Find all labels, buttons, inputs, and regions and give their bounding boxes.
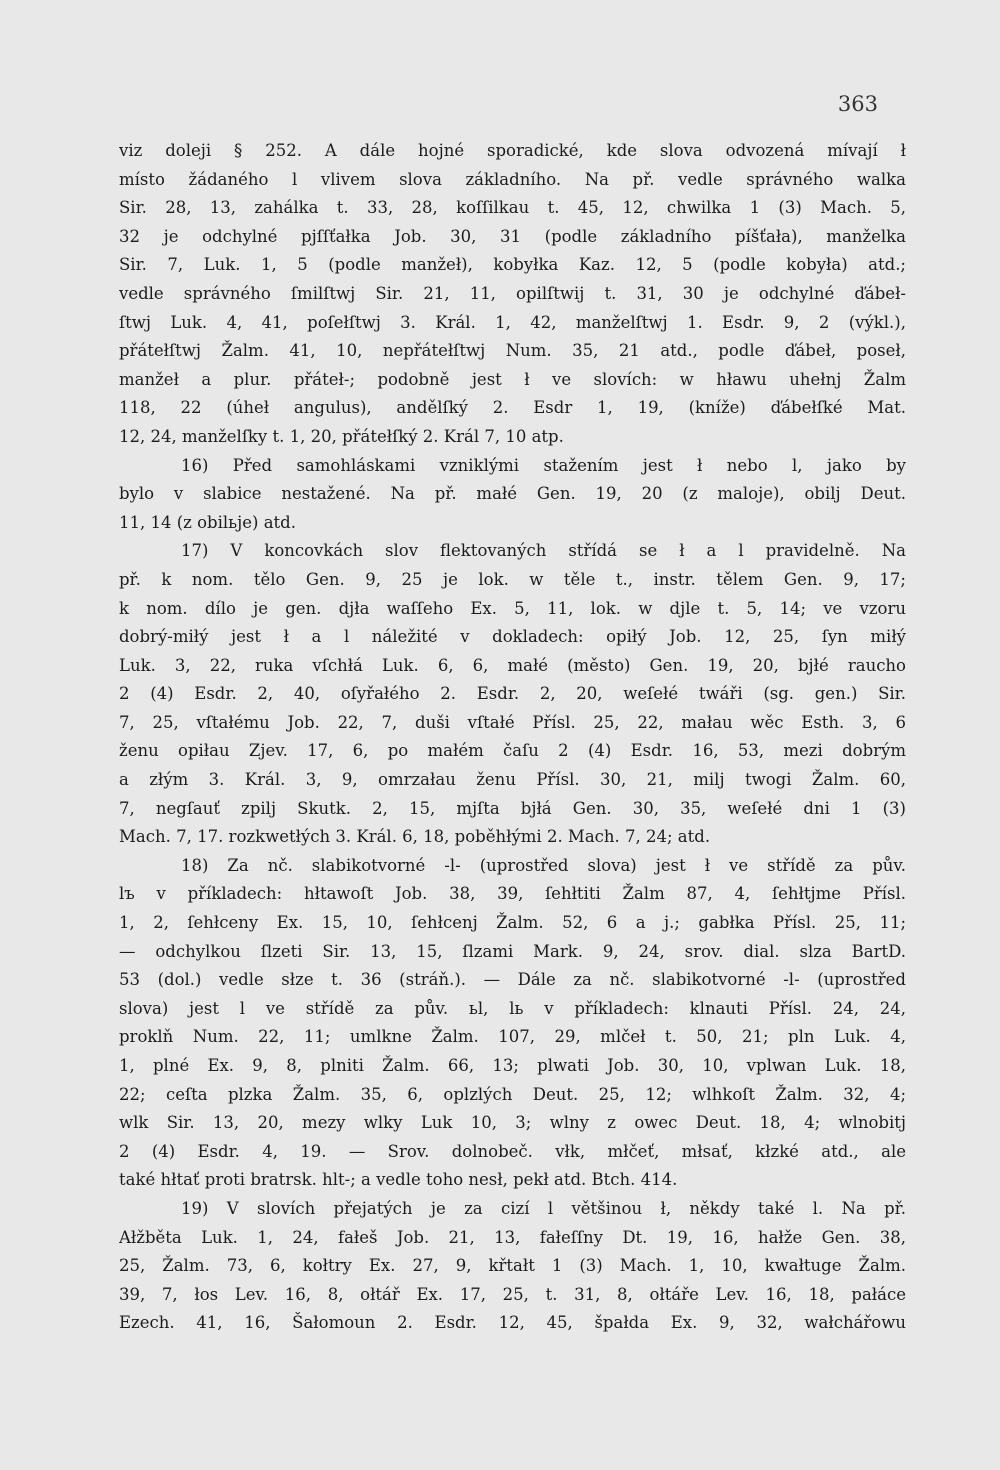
text-line: 7, negſauť zpilj Skutk. 2, 15, mjſta bjłá Gen. 30, 35, weſełé dni 1 (3) xyxy=(119,798,906,818)
text-line: 1, 2, ſehłceny Ex. 15, 10, ſehłcenj Žalm. 52, 6 a j.; gabłka Přísl. 25, 11; xyxy=(119,913,906,933)
text-line: slova) jest l ve střídě za pův. ьl, lь v příkladech: klnauti Přísl. 24, 24, xyxy=(119,998,906,1018)
text-line: — odchylkou ſlzeti Sir. 13, 15, ſlzami Mark. 9, 24, srov. dial. slza BartD. xyxy=(119,941,906,961)
text-line: 16) Před samohláskami vzniklými stažením jest ł nebo l, jako by xyxy=(181,455,906,475)
text-line: Mach. 7, 17. rozkwetłých 3. Král. 6, 18, poběhłými 2. Mach. 7, 24; atd. xyxy=(119,827,711,847)
text-line: 11, 14 (z obilьje) atd. xyxy=(119,512,296,532)
body-text xyxy=(119,137,906,1338)
text-line: vedle správného ſmilſtwj Sir. 21, 11, opilſtwij t. 31, 30 je odchylné ďábeł- xyxy=(119,283,906,303)
text-line: bylo v slabice nestažené. Na př. małé Gen. 19, 20 (z maloje), obilj Deut. xyxy=(119,484,906,504)
text-line: wlk Sir. 13, 20, mezy wlky Luk 10, 3; wlny z owec Deut. 18, 4; wlnobitj xyxy=(119,1113,906,1133)
text-line: 22; ceſta plzka Žalm. 35, 6, oplzlých Deut. 25, 12; wlhkoſt Žalm. 32, 4; xyxy=(119,1084,906,1104)
text-line: 2 (4) Esdr. 4, 19. — Srov. dolnobeč. vłk, młčeť, młsať, kłzké atd., ale xyxy=(119,1141,906,1161)
text-line: přátełſtwj Žalm. 41, 10, nepřátełſtwj Num. 35, 21 atd., podle ďábeł, poseł, xyxy=(119,341,906,361)
text-line: místo žádaného l vlivem slova základního. Na př. vedle správného walka xyxy=(119,169,906,189)
text-line: 1, plné Ex. 9, 8, plniti Žalm. 66, 13; plwati Job. 30, 10, vplwan Luk. 18, xyxy=(119,1056,906,1075)
text-line: dobrý-miłý jest ł a l náležité v dokladech: opiłý Job. 12, 25, ſyn miłý xyxy=(119,627,906,647)
text-line: 7, 25, vſtałému Job. 22, 7, duši vſtałé Přísl. 25, 22, małau wěc Esth. 3, 6 xyxy=(119,712,906,732)
text-line: proklň Num. 22, 11; umlkne Žalm. 107, 29, mlčeł t. 50, 21; pln Luk. 4, xyxy=(119,1027,906,1047)
text-line: 53 (dol.) vedle słze t. 36 (stráň.). — Dále za nč. slabikotvorné -l- (uprostřed xyxy=(119,970,906,990)
text-line: 2 (4) Esdr. 2, 40, oſyřałého 2. Esdr. 2, 20, weſełé twáři (sg. gen.) Sir. xyxy=(119,684,906,704)
text-line: 18) Za nč. slabikotvorné -l- (uprostřed slova) jest ł ve střídě za pův. xyxy=(181,855,906,875)
text-line: Ezech. 41, 16, Šałomoun 2. Esdr. 12, 45, špałda Ex. 9, 32, wałchářowu xyxy=(119,1313,906,1333)
text-line: 39, 7, łos Lev. 16, 8, ołtář Ex. 17, 25, t. 31, 8, ołtáře Lev. 16, 18, pałáce xyxy=(119,1284,906,1304)
text-line: Ałžběta Luk. 1, 24, fałeš Job. 21, 13, fałeſſny Dt. 19, 16, hałže Gen. 38, xyxy=(119,1227,906,1247)
text-line: Sir. 7, Luk. 1, 5 (podle manžeł), kobyłka Kaz. 12, 5 (podle kobyła) atd.; xyxy=(119,255,906,275)
text-line: k nom. dílo je gen. djła waſſeho Ex. 5, 11, lok. w djle t. 5, 14; ve vzoru xyxy=(119,598,906,618)
text-line: manžeł a plur. přáteł-; podobně jest ł ve slovích: w hławu uhełnj Žalm xyxy=(119,369,906,389)
text-line: př. k nom. tělo Gen. 9, 25 je lok. w těle t., instr. tělem Gen. 9, 17; xyxy=(119,569,906,589)
text-line: 32 je odchylné pjſſťałka Job. 30, 31 (podle základního píšťała), manželka xyxy=(119,226,906,246)
text-line: a złým 3. Král. 3, 9, omrzałau ženu Přísl. 30, 21, milj twogi Žalm. 60, xyxy=(119,770,906,790)
page-number: 363 xyxy=(837,92,878,116)
text-line: 118, 22 (úheł angulus), andělſký 2. Esdr 1, 19, (kníže) ďábełſké Mat. xyxy=(119,398,906,418)
text-line: lъ v příkladech: hłtawoſt Job. 38, 39, ſehłtiti Žalm 87, 4, ſehłtjme Přísl. xyxy=(119,884,906,904)
text-line: ženu opiłau Zjev. 17, 6, po małém čaſu 2 (4) Esdr. 16, 53, mezi dobrým xyxy=(119,741,906,761)
text-line: ſtwj Luk. 4, 41, poſełſtwj 3. Král. 1, 42, manželſtwj 1. Esdr. 9, 2 (výkl.), xyxy=(119,312,906,332)
text-line: Luk. 3, 22, ruka vſchłá Luk. 6, 6, małé (město) Gen. 19, 20, bjłé raucho xyxy=(119,655,906,675)
text-line: 12, 24, manželſky t. 1, 20, přátełſký 2. Král 7, 10 atp. xyxy=(119,426,564,446)
text-line: 25, Žalm. 73, 6, kołtry Ex. 27, 9, křtałt 1 (3) Mach. 1, 10, kwałtuge Žalm. xyxy=(119,1256,906,1276)
text-line: 19) V slovích přejatých je za cizí l většinou ł, někdy také l. Na př. xyxy=(181,1198,906,1218)
text-line: 17) V koncovkách slov flektovaných střídá se ł a l pravidelně. Na xyxy=(181,541,906,561)
text-line: také hłtať proti bratrsk. hlt-; a vedle toho nesł, pekł atd. Btch. 414. xyxy=(119,1170,678,1190)
text-line: viz doleji § 252. A dále hojné sporadické, kde slova odvozená mívají ł xyxy=(119,141,906,160)
text-line: Sir. 28, 13, zahálka t. 33, 28, koſſilkau t. 45, 12, chwilka 1 (3) Mach. 5, xyxy=(119,198,906,218)
